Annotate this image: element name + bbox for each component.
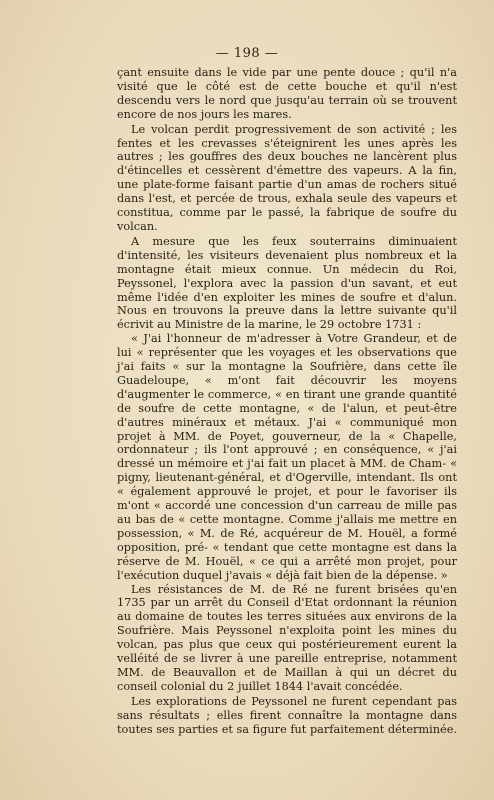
paragraph: çant ensuite dans le vide par une pente douce ; qu'il n'a visité que le côté est de cette bouche et qu'il n'est descendu vers le nord que jusqu'au terrain où se trouvent encore de nos jours les mares. <box>117 66 457 121</box>
quoted-letter: « J'ai l'honneur de m'adresser à Votre Grandeur, et de lui « représenter que les voyages et les observations que j'ai faits « sur la montagne la Soufrière, dans cette île Guadeloupe, « m'ont fait découvrir les moyens d'augmenter le commerce, « en tirant une grande quantité de soufre de cette montagne, « de l'alun, et peut-être d'autres minéraux et métaux. J'ai « communiqué mon projet à MM. de Poyet, gouverneur, de la « Chapelle, ordonnateur ; ils l'ont approuvé ; en conséquence, « j'ai dressé un mémoire et j'ai fait un placet à MM. de Cham- « pigny, lieutenant-général, et d'Ogerville, intendant. Ils ont « également approuvé le projet, et pour le favoriser ils m'ont « accordé une concession d'un carreau de mille pas au bas de « cette montagne. Comme j'allais me mettre en possession, « M. de Ré, acquéreur de M. Houël, a formé opposition, pré- « tendant que cette montagne est dans la réserve de M. Houël, « ce qui a arrêté mon projet, pour l'exécution duquel j'avais « déjà fait bien de la dépense. » <box>117 332 457 582</box>
paragraph: Les résistances de M. de Ré ne furent brisées qu'en 1735 par un arrêt du Conseil d'Etat ordonnant la réunion au domaine de toutes les terres situées aux environs de la Soufrière. Mais Peyssonel n'exploita point les mines du volcan, pas plus que ceux qui postérieurement eurent la velléité de se livrer à une pareille entreprise, notamment MM. de Beauvallon et de Maillan à qui un décret du conseil colonial du 2 juillet 1844 l'avait concédée. <box>117 582 457 693</box>
paragraph: Le volcan perdit progressivement de son activité ; les fentes et les crevasses s'éteignirent les unes après les autres ; les gouffres des deux bouches ne lancèrent plus d'étincelles et cessèrent d'émettre des vapeurs. A la fin, une plate-forme faisant partie d'un amas de rochers situé dans l'est, et percée de trous, exhala seule des vapeurs et constitua, comme par le passé, la fabrique de soufre du volcan. <box>117 122 457 233</box>
paragraph: A mesure que les feux souterrains diminuaient d'intensité, les visiteurs devenaient plus nombreux et la montagne était mieux connue. Un médecin du Roi, Peyssonel, l'explora avec la passion d'un savant, et eut même l'idée d'en exploiter les mines de soufre et d'alun. Nous en trouvons la preuve dans la lettre suivante qu'il écrivit au Ministre de la marine, le 29 octobre 1731 : <box>117 234 457 332</box>
body-text <box>117 66 457 737</box>
page-number: — 198 — <box>215 46 279 61</box>
paragraph: Les explorations de Peyssonel ne furent cependant pas sans résultats ; elles firent connaître la montagne dans toutes ses parties et sa figure fut parfaitement déterminée. <box>117 694 457 736</box>
